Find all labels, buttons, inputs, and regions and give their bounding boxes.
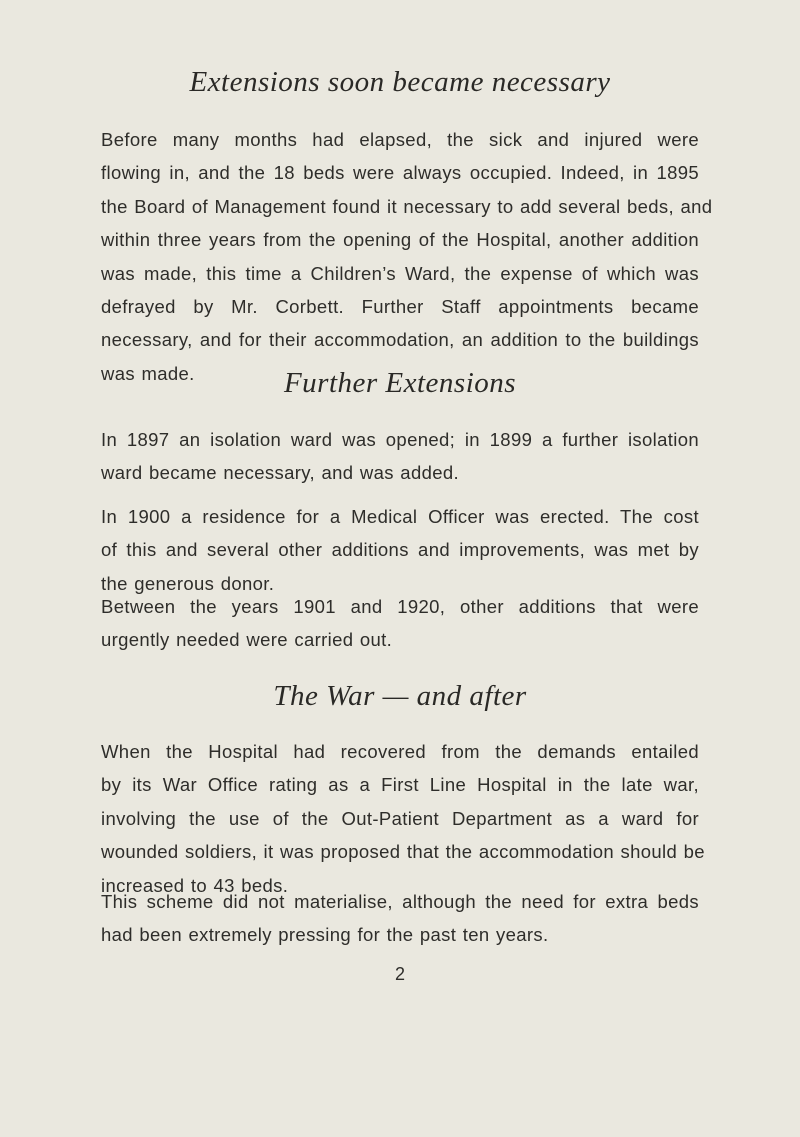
heading-further-extensions: Further Extensions (283, 367, 517, 399)
text-line: When the Hospital had recovered from the demands entailed (101, 741, 699, 762)
text-line: the Board of Management found it necessary to add several beds, and (101, 195, 713, 217)
paragraph-scheme (101, 885, 699, 952)
paragraph-extensions-soon (101, 123, 713, 390)
page-number: 2 (394, 964, 405, 984)
heading-the-war-and-after: The War — and after (273, 680, 527, 712)
text-line: In 1897 an isolation ward was opened; in 1899 a further isolation (101, 429, 699, 450)
text-line: was made. (101, 362, 195, 384)
text-line: the generous donor. (101, 572, 275, 594)
text-line: was made, this time a Children’s Ward, the expense of which was (101, 262, 699, 284)
paragraph-war-office (101, 735, 705, 902)
text-line: within three years from the opening of the Hospital, another addition (101, 229, 699, 251)
text-line: In 1900 a residence for a Medical Officer was erected. The cost (101, 506, 699, 527)
text-line: ward became necessary, and was added. (101, 462, 459, 484)
text-line: urgently needed were carried out. (101, 629, 393, 651)
text-line: had been extremely pressing for the past ten years. (101, 924, 549, 946)
text-line: wounded soldiers, it was proposed that the accommodation should be (101, 841, 705, 863)
text-line: Between the years 1901 and 1920, other additions that were (101, 596, 699, 617)
text-line: defrayed by Mr. Corbett. Further Staff appointments became (101, 296, 699, 318)
text-line: flowing in, and the 18 beds were always occupied. Indeed, in 1895 (101, 162, 699, 184)
text-line: of this and several other additions and improvements, was met by (101, 539, 699, 561)
paragraph-1901-1920 (101, 590, 699, 657)
text-line: by its War Office rating as a First Line Hospital in the late war, (101, 774, 699, 796)
paragraph-isolation-ward (101, 423, 699, 490)
text-line: necessary, and for their accommodation, an addition to the buildings (101, 329, 699, 351)
text-line: increased to 43 beds. (101, 874, 289, 896)
text-line: This scheme did not materialise, although the need for extra beds (101, 891, 699, 912)
paragraph-medical-officer (101, 500, 699, 600)
text-line: involving the use of the Out-Patient Department as a ward for (101, 807, 699, 829)
text-line: Before many months had elapsed, the sick and injured were (101, 129, 699, 150)
heading-extensions-soon: Extensions soon became necessary (189, 66, 611, 98)
